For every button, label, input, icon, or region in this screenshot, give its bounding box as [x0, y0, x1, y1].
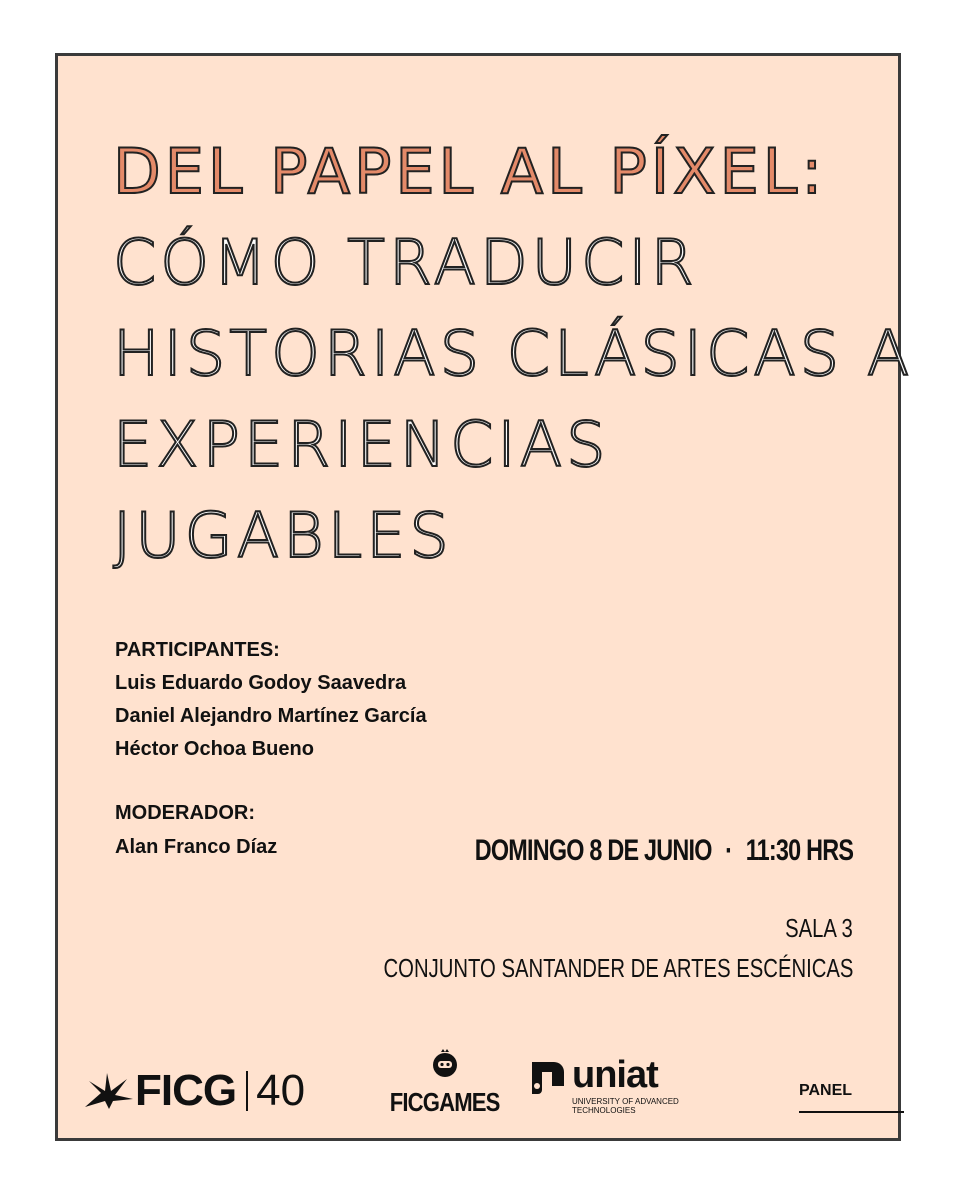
title-line-2: CÓMO TRADUCIR	[113, 226, 698, 299]
category-label: PANEL	[799, 1082, 853, 1099]
uniat-mark-icon	[528, 1056, 568, 1096]
participant-name: Luis Eduardo Godoy Saavedra	[115, 672, 407, 694]
ficg-edition-number: 40	[256, 1066, 306, 1115]
title-line-1: DEL PAPEL AL PÍXEL:	[113, 135, 827, 208]
event-time: 11:30 HRS	[745, 834, 853, 867]
poster	[55, 53, 914, 1141]
ficg-wordmark: FICG	[135, 1066, 237, 1115]
title-line-4: EXPERIENCIAS	[113, 408, 610, 481]
uniat-logo	[528, 1054, 682, 1115]
event-venue: CONJUNTO SANTANDER DE ARTES ESCÉNICAS	[383, 953, 853, 983]
ficgames-logo	[380, 1048, 509, 1118]
sponsor-logos	[58, 1046, 904, 1136]
category-tag	[799, 1082, 904, 1118]
participants-label: PARTICIPANTES:	[115, 639, 280, 661]
event-room: SALA 3	[785, 913, 853, 943]
ficgames-mascot-icon	[430, 1048, 460, 1080]
category-underline	[799, 1111, 904, 1113]
uniat-wordmark: uniat	[572, 1054, 658, 1096]
title-line-5: JUGABLES	[113, 499, 453, 572]
event-date: DOMINGO 8 DE JUNIO	[474, 834, 712, 867]
event-separator: ·	[725, 834, 733, 867]
participant-name: Daniel Alejandro Martínez García	[115, 705, 427, 727]
moderator-name: Alan Franco Díaz	[115, 836, 278, 858]
poster-title	[113, 126, 914, 581]
participant-name: Héctor Ochoa Bueno	[115, 738, 314, 760]
moderator-label: MODERADOR:	[115, 802, 255, 824]
ficg-divider	[246, 1071, 248, 1111]
ficg-logo	[83, 1066, 305, 1116]
event-datetime	[475, 834, 853, 868]
uniat-subtitle: UNIVERSITY OF ADVANCED TECHNOLOGIES	[572, 1097, 679, 1115]
agave-icon	[83, 1071, 135, 1111]
ficgames-wordmark: FICGAMES	[389, 1087, 500, 1117]
title-line-3: HISTORIAS CLÁSICAS A	[113, 317, 914, 390]
